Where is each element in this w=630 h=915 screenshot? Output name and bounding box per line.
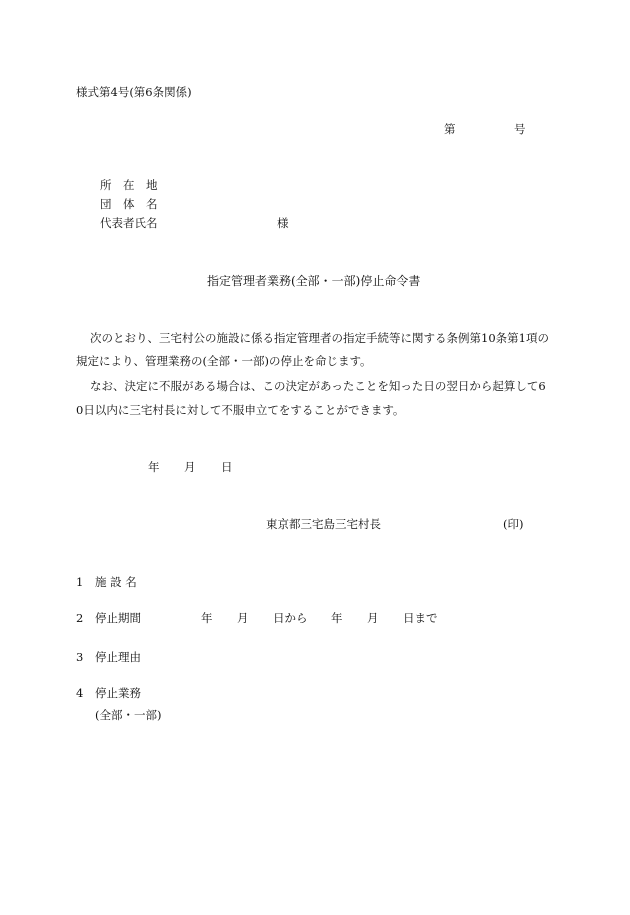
item-4-label: 停止業務 — [95, 686, 141, 700]
item-4-number: 4 — [76, 686, 84, 700]
representative-name-label: 代表者氏名 — [100, 216, 158, 230]
period-end-year: 年 — [331, 611, 343, 625]
item-2-number: 2 — [76, 611, 84, 625]
body-line-4: 0日以内に三宅村長に対して不服申立てをすることができます。 — [76, 403, 405, 417]
body-line-1: 次のとおり、三宅村公の施設に係る指定管理者の指定手続等に関する条例第10条第1項の — [90, 331, 549, 345]
group-name-label: 団 体 名 — [100, 197, 158, 211]
item-3-label: 停止理由 — [95, 650, 141, 664]
issuer-name: 東京都三宅島三宅村長 — [266, 517, 381, 531]
document-number-prefix: 第 — [444, 122, 456, 136]
item-3-number: 3 — [76, 650, 84, 664]
body-line-3: なお、決定に不服がある場合は、この決定があったことを知った日の翌日から起算して6 — [90, 379, 546, 393]
address-label: 所 在 地 — [100, 178, 158, 192]
period-start-day: 日から — [273, 611, 308, 625]
date-day: 日 — [221, 460, 233, 474]
period-start-year: 年 — [201, 611, 213, 625]
honorific: 様 — [277, 216, 289, 230]
item-1-number: 1 — [76, 575, 84, 589]
seal-mark: (印) — [503, 517, 524, 531]
form-number-label: 様式第4号(第6条関係) — [76, 85, 192, 99]
item-4-scope: (全部・一部) — [95, 708, 162, 722]
period-end-month: 月 — [367, 611, 379, 625]
item-1-label: 施 設 名 — [95, 575, 137, 589]
document-number-suffix: 号 — [514, 122, 526, 136]
period-end-day: 日まで — [403, 611, 438, 625]
period-start-month: 月 — [237, 611, 249, 625]
body-line-2: 規定により、管理業務の(全部・一部)の停止を命じます。 — [76, 354, 372, 368]
item-2-label: 停止期間 — [95, 611, 141, 625]
date-year: 年 — [148, 460, 160, 474]
date-month: 月 — [184, 460, 196, 474]
document-title: 指定管理者業務(全部・一部)停止命令書 — [207, 274, 421, 288]
